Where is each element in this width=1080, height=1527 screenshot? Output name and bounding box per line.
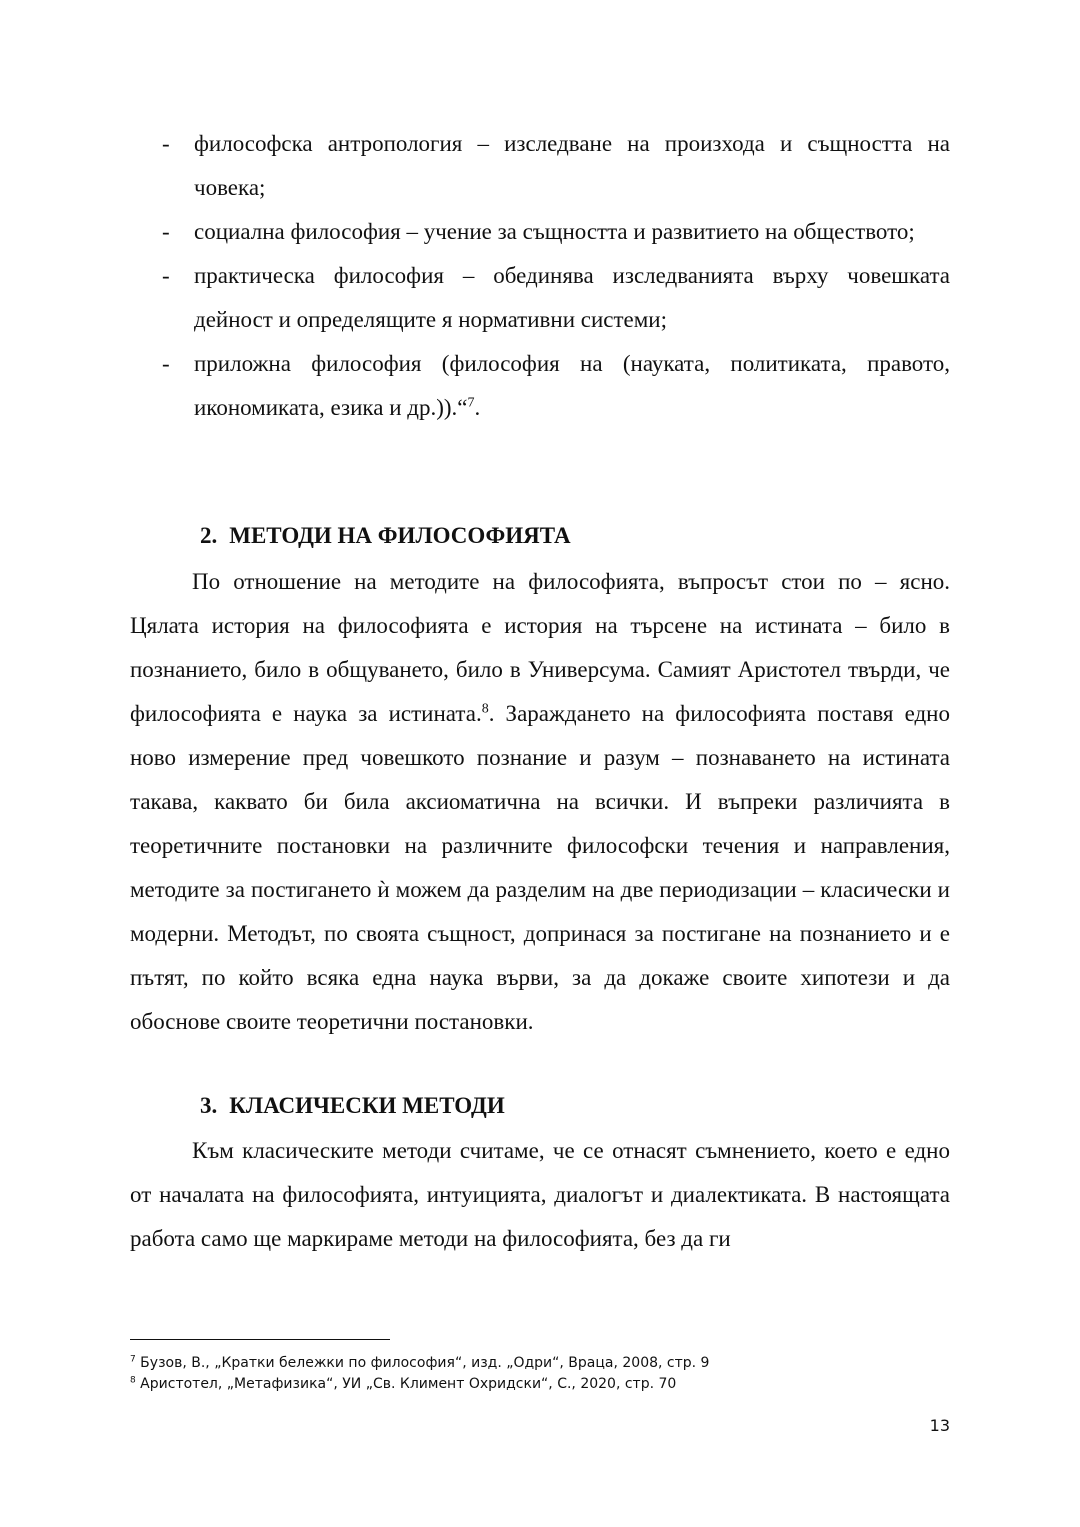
list-item-text: социална философия – учение за същността и развитието на обществото;	[194, 219, 915, 244]
list-item-text: философска антропология – изследване на произхода и същността на човека;	[194, 131, 950, 200]
paragraph-text: По отношение на методите на философията, въпросът стои по – ясно. Цялата история на философията е история на търсене на истината – било в познанието, било в общуването, било в Универсума. Самият Аристотел твърди, че философията е наука за истината.	[130, 569, 950, 726]
list-item-end: .	[474, 395, 481, 420]
section-title: КЛАСИЧЕСКИ МЕТОДИ	[229, 1093, 505, 1118]
footnote-number: 8	[130, 1375, 136, 1386]
footnote-text: Бузов, В., „Кратки бележки по философия“, изд. „Одри“, Враца, 2008, стр. 9	[135, 1355, 710, 1371]
section-3-paragraph	[130, 1129, 950, 1261]
paragraph-text: Към класическите методи считаме, че се отнасят съмнението, което е едно от началата на философията, интуицията, диалогът и диалектиката. В настоящата работа само ще маркираме методи на философията, без да ги	[130, 1138, 950, 1251]
footnote-text: Аристотел, „Метафизика“, УИ „Св. Климент Охридски“, С., 2020, стр. 70	[135, 1376, 677, 1392]
list-item	[130, 210, 950, 254]
section-title: МЕТОДИ НА ФИЛОСОФИЯТА	[229, 523, 571, 548]
footnote	[130, 1374, 950, 1395]
footnote-ref: 7	[467, 395, 475, 411]
page-number: 13	[929, 1416, 950, 1435]
list-dash: -	[162, 263, 170, 288]
section-2-paragraph	[130, 560, 950, 1044]
list-item	[130, 122, 950, 210]
list-item	[130, 342, 950, 430]
footnote-number: 7	[130, 1354, 136, 1365]
list-dash: -	[162, 131, 170, 156]
section-number: 3.	[200, 1093, 218, 1118]
list-item	[130, 254, 950, 342]
footnote-ref: 8	[481, 701, 489, 717]
footnotes	[130, 1353, 950, 1395]
section-heading-2	[200, 514, 571, 558]
footnote-separator	[130, 1339, 390, 1340]
list-dash: -	[162, 219, 170, 244]
paragraph-text-continued: . Зараждането на философията поставя едно ново измерение пред човешкото познание и разум – познаването на истината такава, каквато би била аксиоматична на всички. И въпреки различията в теоретичните постановки на различните философски течения и направления, методите за постигането ѝ можем да разделим на две периодизации – класически и модерни. Методът, по своята същност, допринася за постигане на познанието и е пътят, по който всяка една наука върви, за да докаже своите хипотези и да обоснове своите теоретични постановки.	[130, 701, 950, 1034]
bullet-list	[130, 122, 950, 430]
list-item-text: практическа философия – обединява изследванията върху човешката дейност и определящите я нормативни системи;	[194, 263, 950, 332]
list-dash: -	[162, 351, 170, 376]
list-item-text: приложна философия (философия на (науката, политиката, правото, икономиката, езика и др.)).“	[194, 351, 950, 420]
section-number: 2.	[200, 523, 218, 548]
footnote	[130, 1353, 950, 1374]
section-heading-3	[200, 1084, 505, 1128]
